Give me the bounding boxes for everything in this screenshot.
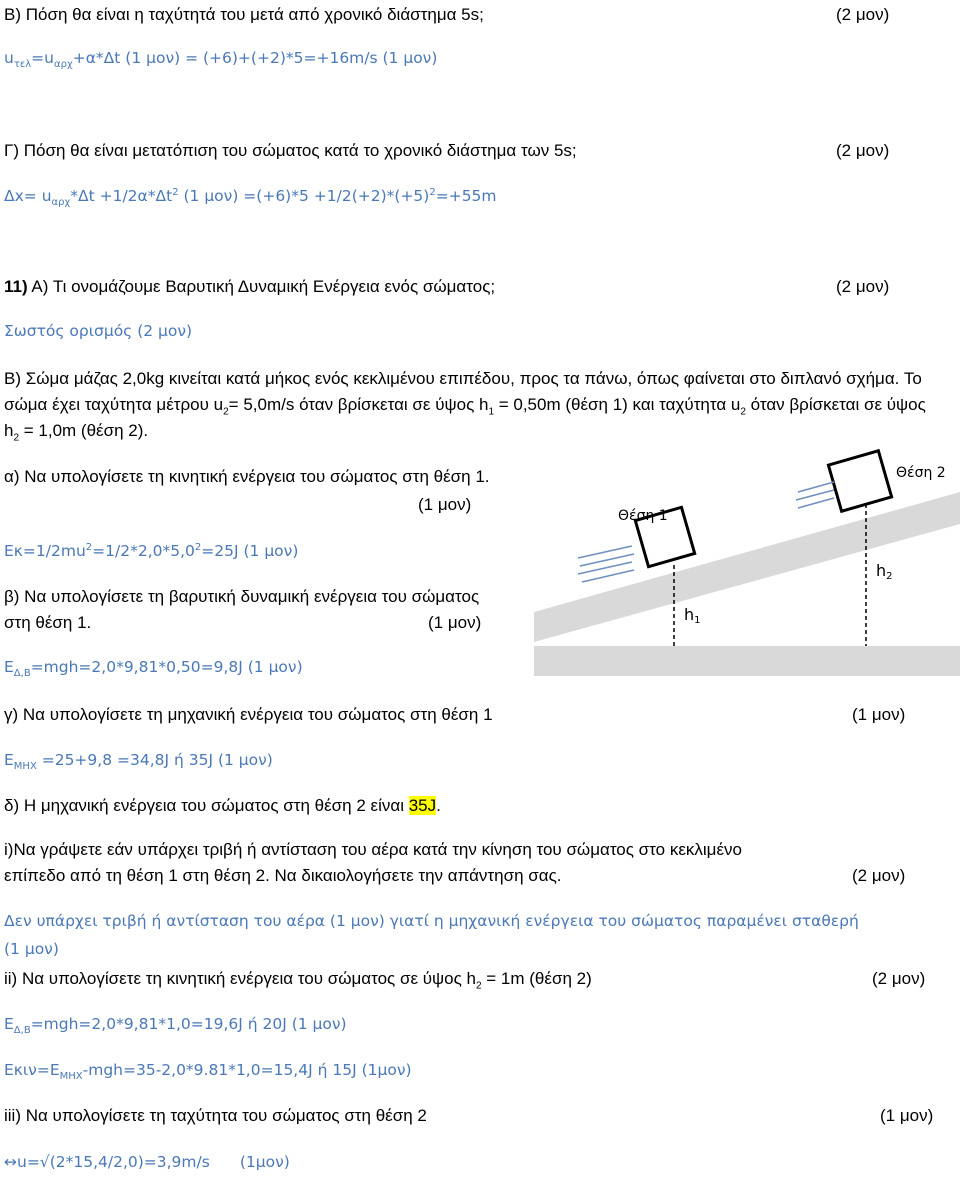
question-gamma-points: (1 μον) [852, 705, 906, 724]
question-ii-points: (2 μον) [872, 969, 926, 988]
label-h2: h2 [876, 561, 893, 582]
label-h1: h1 [684, 605, 701, 626]
block-position-2 [828, 451, 891, 511]
question-alpha: α) Να υπολογίσετε τη κινητική ενέργεια του σώματος στη θέση 1. [4, 467, 490, 486]
inclined-plane-figure [534, 448, 960, 680]
question-beta-points: (1 μον) [428, 613, 482, 632]
question-i-points: (2 μον) [852, 866, 906, 885]
ground [534, 646, 960, 676]
question-iii: iii) Να υπολογίσετε τη ταχύτητα του σώματος στη θέση 2 [4, 1106, 427, 1125]
motion-lines-1 [578, 546, 634, 582]
question-iii-points: (1 μον) [880, 1106, 934, 1125]
answer-i-line-1: Δεν υπάρχει τριβή ή αντίσταση του αέρα (1 μον) γιατί η μηχανική ενέργεια του σώματος παραμένει σταθερή [4, 912, 859, 930]
double-arrow-icon: ↔ [4, 1153, 17, 1171]
question-alpha-points: (1 μον) [418, 495, 472, 514]
question-11b: Β) Σώμα μάζας 2,0kg κινείται κατά μήκος ενός κεκλιμένου επιπέδου, προς τα πάνω, όπως φαίνεται στο διπλανό σχήμα. Το σώμα έχει ταχύτητα μέτρου $u_2= 5,0m/s$ όταν βρίσκεται σε ύψος $h_1 = 0,50m$ (θέση 1) και ταχύτητα $u_2$ όταν βρίσκεται σε ύψος $h_2 = 1,0m$ (θέση 2). [4, 369, 926, 444]
label-position-1: Θέση 1 [618, 508, 668, 524]
answer-beta: $E_{\Delta,B}=mgh=2,0*9,81*0,50=9,8J$ (1 μον) [4, 658, 303, 680]
question-b-points: (2 μον) [836, 5, 890, 24]
label-position-2: Θέση 2 [896, 465, 946, 481]
statement-delta: δ) Η μηχανική ενέργεια του σώματος στη θέση 2 είναι 35J. [4, 796, 441, 815]
question-i: i)Να γράψετε εάν υπάρχει τριβή ή αντίσταση του αέρα κατά την κίνηση του σώματος στο κεκλιμένο επίπεδο από τη θέση 1 στη θέση 2. Να δικαιολογήσετε την απάντηση σας. [4, 840, 743, 885]
question-ii: ii) Να υπολογίσετε τη κινητική ενέργεια του σώματος σε ύψος $h_2 = 1m$ (θέση 2) [4, 969, 592, 992]
answer-alpha: $E\kappa=1/2mu^2=1/2*2,0*5,0^2=25J$ (1 μον) [4, 541, 299, 560]
answer-g: $\Delta x= u_{\alpha\rho\chi}*\Delta t +1/2\alpha*\Delta t^2$ (1 $\mu o\nu) =(+6)*5 +1/2(+2)*(+5)^2=+55m$ [4, 186, 497, 209]
ramp [534, 492, 960, 642]
answer-11a: Σωστός ορισμός (2 μον) [4, 322, 193, 340]
answer-ii-line-2: $E\kappa\iota\nu=E_{MHX}-mgh=35-2,0*9.81*1,0=15,4J$ ή 15J (1μον) [4, 1061, 412, 1083]
answer-i-line-2: (1 μον) [4, 940, 59, 958]
question-g: Γ) Πόση θα είναι μετατόπιση του σώματος κατά το χρονικό διάστημα των 5s; [4, 141, 577, 160]
question-g-points: (2 μον) [836, 141, 890, 160]
question-gamma: γ) Να υπολογίσετε τη μηχανική ενέργεια του σώματος στη θέση 1 [4, 705, 493, 724]
question-11a-points: (2 μον) [836, 277, 890, 296]
question-b: Β) Πόση θα είναι η ταχύτητά του μετά από χρονικό διάστημα 5s; [4, 5, 484, 24]
motion-lines-2 [796, 482, 834, 508]
answer-iii: ↔u=√(2*15,4/2,0)=3,9m/s (1μον) [4, 1153, 290, 1171]
answer-gamma: $E_{MHX} =25+9,8 =34,8J$ ή 35J (1 μον) [4, 751, 273, 773]
highlight-35j: 35J [408, 796, 437, 815]
answer-b: $u_{\tau\varepsilon\lambda}=u_{\alpha\rho\chi}+\alpha*\Delta t$ (1 μον) = (+6)+(+2)*5=+16m/s (1 μον) [4, 49, 438, 71]
answer-ii-line-1: $E_{\Delta,B}=mgh=2,0*9,81*1,0=19,6J$ ή 20J (1 μον) [4, 1015, 347, 1037]
question-beta: β) Να υπολογίσετε τη βαρυτική δυναμική ενέργεια του σώματος στη θέση 1. [4, 587, 480, 632]
question-11a: 11) Α) Τι ονομάζουμε Βαρυτική Δυναμική Ενέργεια ενός σώματος; [4, 277, 496, 296]
